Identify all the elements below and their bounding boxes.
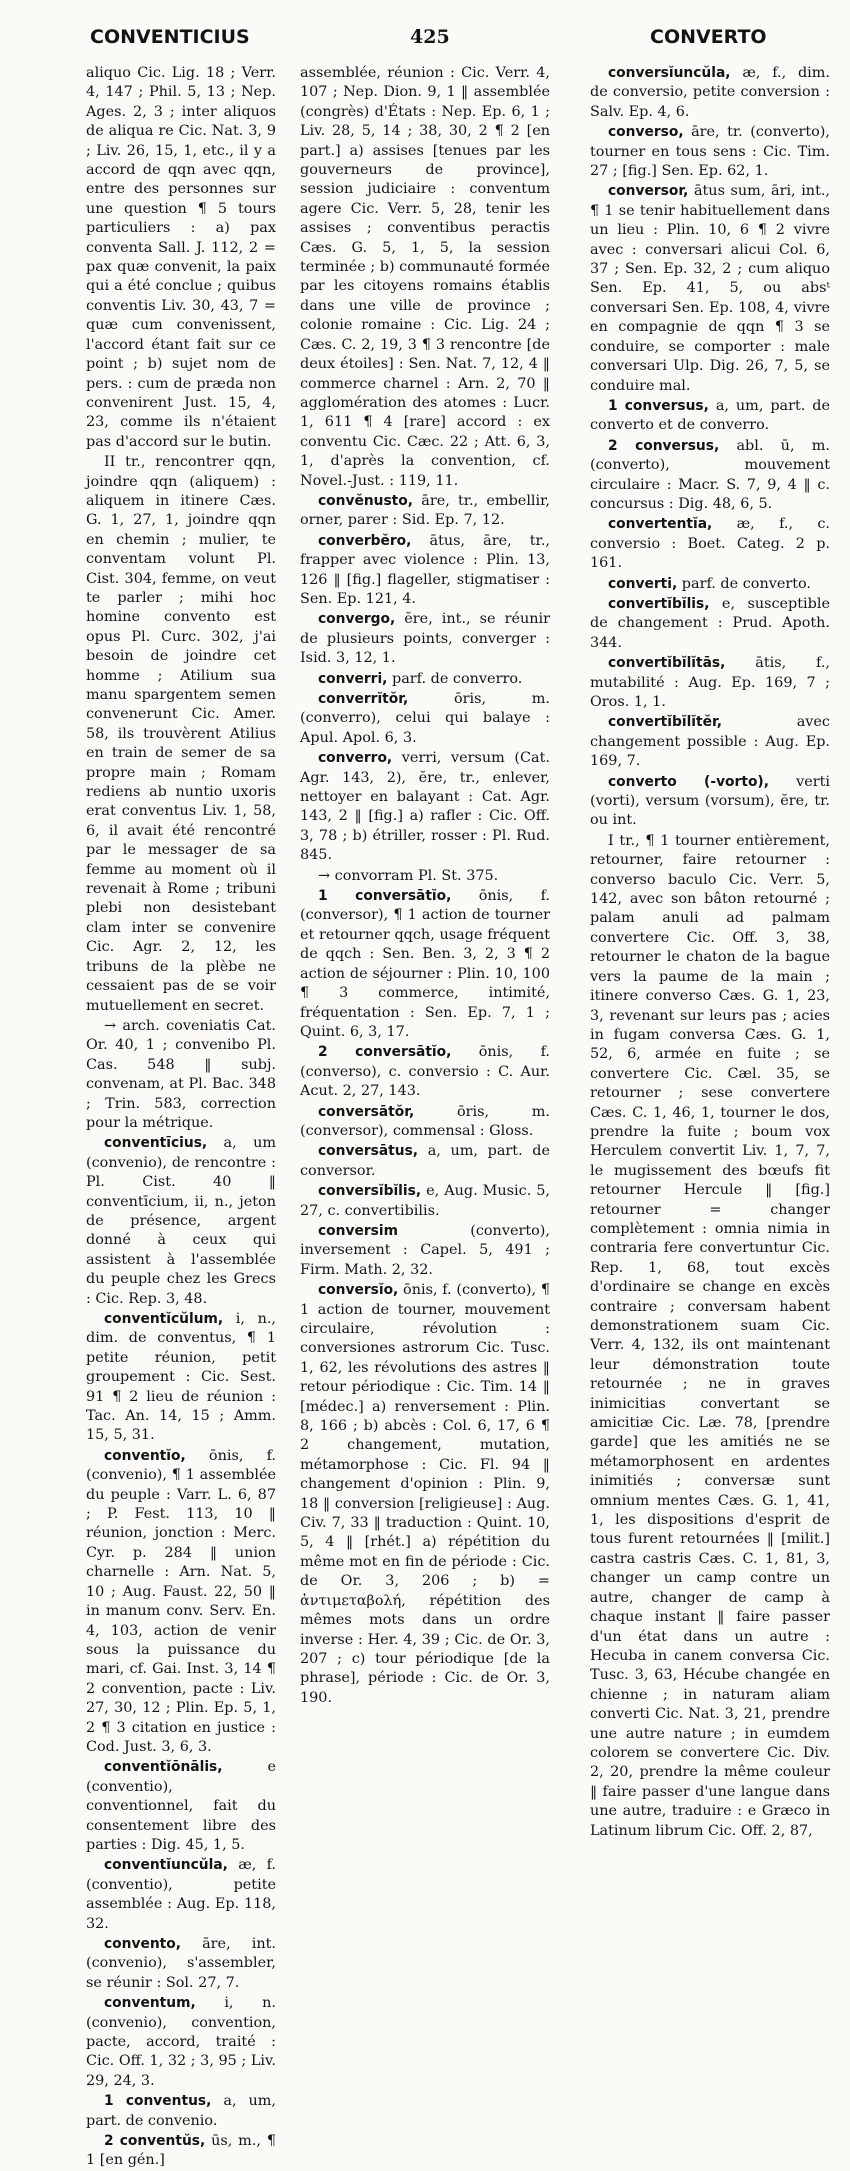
- dictionary-entry: [300, 749, 550, 865]
- dictionary-entry: [300, 1103, 550, 1142]
- entry-text: āre, tr. (converto), tourner en tous sens : Cic. Tim. 27 ; [fig.] Sen. Ep. 62, 1.: [590, 124, 830, 180]
- entry-headword: 1 conversātĭo,: [318, 888, 452, 905]
- dictionary-entry: [590, 397, 830, 436]
- entry-text: i, n. (convenio), convention, pacte, accord, traité : Cic. Off. 1, 32 ; 3, 95 ; Liv. 29, 24, 3.: [86, 1995, 276, 2089]
- entry-text: āre, int. (convenio), s'assembler, se réunir : Sol. 27, 7.: [86, 1936, 276, 1991]
- entry-headword: convertĭbĭlĭtās,: [608, 655, 726, 672]
- entry-text: a, um (convenio), de rencontre : Pl. Cist. 40 ‖ conventīcium, ii, n., jeton de présence, argent donné à ceux qui assistent à l'assemblée du peuple chez les Grecs : Cic. Rep. 3, 48.: [86, 1135, 276, 1307]
- entry-headword: convĕnusto,: [318, 492, 414, 509]
- entry-headword: converri,: [318, 670, 388, 687]
- entry-headword: conventum,: [104, 1995, 196, 2012]
- entry-text: ūs, m., ¶ 1 [en gén.]: [86, 2133, 276, 2169]
- entry-text: assemblée, réunion : Cic. Verr. 4, 107 ; Nep. Dion. 9, 1 ‖ assemblée (congrès) d'États : Nep. Ep. 6, 1 ; Liv. 28, 5, 14 ; 38, 30, 2 ¶ 2 [en part.] a) assises [tenues par les gouverneurs de province], session judiciaire : conventum agere Cic. Verr. 5, 28, tenir les assises ; conventibus peractis Cæs. G. 5, 1, 5, la session terminée ; b) communauté formée par les citoyens romains établis dans une ville de province ; colonie romaine : Cic. Lig. 24 ; Cæs. C. 2, 19, 3 ¶ 3 rencontre [de deux étoiles] : Sen. Nat. 7, 12, 4 ‖ commerce charnel : Arn. 2, 70 ‖ agglomération des atomes : Lucr. 1, 611 ¶ 4 [rare] accord : ex conventu Cic. Cæc. 22 ; Att. 6, 3, 1, d'après la convention, cf. Novel.-Just. : 119, 11.: [300, 65, 550, 489]
- entry-headword: conventĭuncŭla,: [104, 1857, 228, 1874]
- entry-text: ātus sum, āri, int., ¶ 1 se tenir habituellement dans un lieu : Plin. 10, 6 ¶ 2 vivre avec : conversari alicui Col. 6, 37 ; Sen. Ep. 32, 2 ; cum aliquo Sen. Ep. 41, 5, ou absᵗ conversari Sen. Ep. 108, 4, vivre en compagnie de qqn ¶ 3 se conduire, se comporter : male conversari Ulp. Dig. 26, 7, 5, se conduire mal.: [590, 183, 830, 394]
- entry-headword: conversātus,: [318, 1143, 419, 1160]
- entry-text: → arch. coveniatis Cat. Or. 40, 1 ; convenibo Pl. Cas. 548 ‖ subj. convenam, at Pl. Bac. 348 ; Trin. 583, correction pour la métrique.: [86, 1017, 276, 1131]
- entry-headword: convergo,: [318, 611, 396, 628]
- entry-headword: conventĭōnālis,: [104, 1759, 223, 1776]
- running-header: [0, 26, 850, 56]
- entry-text: avec changement possible : Aug. Ep. 169, 7.: [590, 714, 830, 770]
- entry-headword: conversĭo,: [318, 1282, 399, 1299]
- entry-headword: convento,: [104, 1936, 181, 1952]
- entry-headword: converto (-vorto),: [608, 773, 769, 790]
- entry-text: ĕre, int., se réunir de plusieurs points, converger : Isid. 3, 12, 1.: [300, 611, 551, 667]
- entry-headword: converbĕro,: [318, 532, 412, 549]
- dictionary-entry: [300, 64, 550, 491]
- entry-text: I tr., ¶ 1 tourner entièrement, retourner, faire retourner : converso baculo Cic. Verr. 5, 142, avec son bâton retourné ; palam anuli ad palmam convertere Cic. Off. 3, 38, retourner le chaton de la bague vers la paume de la main ; itinere converso Cæs. G. 1, 23, 3, revenant sur leurs pas ; acies in fugam conversa Cæs. G. 1, 52, 6, armée en fuite ; se convertere Cic. Cæl. 35, se retourner ; sese convertere Cæs. C. 1, 46, 1, tourner le dos, prendre la fuite ; boum vox Herculem convertit Liv. 1, 7, 7, le mugissement des bœufs fit retourner Hercule ‖ [fig.] retourner = changer complètement : omnia nimia in contraria fere convertuntur Cic. Rep. 1, 68, tout excès d'ordinaire se change en excès contraire ; conversam habent demonstrationem suam Cic. Verr. 4, 132, ils ont maintenant leur démonstration toute retournée ; ne in graves inimicitias convertant se amicitiæ Cic. Læ. 78, [prendre garde] que les amitiés ne se métamorphosent en ardentes inimitiés ; conversæ sunt omnium mentes Cæs. G. 1, 41, 1, les dispositions d'esprit de tous furent retournées ‖ [milit.] castra castris Cæs. C. 1, 81, 3, changer un camp contre un autre, changer de camp à chaque instant ‖ faire passer d'un état dans un autre : Hecuba in canem conversa Cic. Tusc. 3, 63, Hécube changée en chienne ; in naturam aliam converti Cic. Nat. 3, 21, prendre une autre nature ; in eumdem colorem se convertere Cic. Div. 2, 20, prendre la même couleur ‖ faire passer d'une langue dans une autre, traduire : e Græco in Latinum librum Cic. Off. 2, 87,: [590, 832, 830, 1839]
- entry-text: e (conventio), conventionnel, fait du consentement libre des parties : Dig. 45, 1, 5.: [86, 1759, 276, 1853]
- entry-text: āre, tr., embellir, orner, parer : Sid. Ep. 7, 12.: [300, 492, 551, 529]
- header-last-word: CONVERTO: [650, 26, 767, 48]
- dictionary-entry: [86, 1856, 276, 1934]
- dictionary-entry: [300, 1182, 550, 1221]
- entry-text: abl. ū, m. (converto), mouvement circulaire : Macr. S. 7, 9, 4 ‖ c. concursus : Dig. 48, 6, 5.: [590, 437, 831, 512]
- entry-text: ōnis, f. (conversor), ¶ 1 action de tourner et retourner qqch, usage fréquent de qqch : Sen. Ben. 3, 2, 3 ¶ 2 action de séjourner : Plin. 10, 100 ¶ 3 commerce, intimité, fréquentation : Sen. Ep. 7, 1 ; Quint. 6, 3, 17.: [300, 888, 550, 1040]
- entry-text: i, n., dim. de conventus, ¶ 1 petite réunion, petit groupement : Cic. Sest. 91 ¶ 2 lieu de réunion : Tac. An. 14, 15 ; Amm. 15, 5, 31.: [86, 1311, 276, 1444]
- column-left: [86, 64, 277, 2169]
- dictionary-entry: [300, 867, 550, 886]
- dictionary-entry: [590, 832, 830, 1841]
- dictionary-entry: [590, 64, 830, 122]
- dictionary-entry: [86, 1935, 276, 1993]
- entry-text: verti (vorti), versum (vorsum), ĕre, tr. ou int.: [590, 773, 830, 829]
- dictionary-entry: [300, 1281, 550, 1708]
- entry-text: (converto), inversement : Capel. 5, 491 ; Firm. Math. 2, 32.: [300, 1222, 550, 1278]
- entry-headword: 2 conversus,: [608, 437, 720, 454]
- dictionary-entry: [86, 1017, 276, 1133]
- dictionary-entry: [300, 532, 550, 610]
- entry-text: parf. de converro.: [392, 670, 523, 687]
- dictionary-entry: [86, 64, 276, 452]
- entry-text: ātis, f., mutabilité : Aug. Ep. 169, 7 ; Oros. 1, 1.: [590, 655, 830, 710]
- entry-text: æ, f. (conventio), petite assemblée : Aug. Ep. 118, 32.: [86, 1857, 277, 1932]
- dictionary-entry: [86, 1310, 276, 1446]
- dictionary-entry: [86, 1994, 276, 2091]
- dictionary-entry: [300, 1142, 550, 1181]
- entry-headword: conversĭuncŭla,: [608, 65, 731, 81]
- dictionary-entry: [86, 1447, 276, 1758]
- entry-headword: conventĭo,: [104, 1447, 186, 1464]
- entry-headword: 1 conventus,: [104, 2093, 212, 2110]
- dictionary-entry: [590, 595, 830, 653]
- entry-headword: 1 conversus,: [608, 397, 709, 414]
- dictionary-entry: [300, 1043, 550, 1101]
- entry-headword: converso,: [608, 124, 684, 141]
- dictionary-entry: [590, 437, 830, 515]
- dictionary-entry: [86, 453, 276, 1016]
- entry-text: a, um, part. de conversor.: [300, 1143, 551, 1179]
- entry-headword: converro,: [318, 750, 393, 767]
- dictionary-entry: [300, 887, 550, 1042]
- entry-text: ōris, m. (conversor), commensal : Gloss.: [300, 1103, 551, 1139]
- entry-text: æ, f., dim. de conversio, petite conversion : Salv. Ep. 4, 6.: [590, 65, 830, 120]
- column-right: [590, 64, 831, 1839]
- entry-text: verri, versum (Cat. Agr. 143, 2), ĕre, tr., enlever, nettoyer en balayant : Cat. Agr. 143, 2 ‖ [fig.] a) rafler : Cic. Off. 3, 78 ; b) étriller, rosser : Pl. Rud. 845.: [300, 750, 550, 864]
- entry-text: parf. de converto.: [681, 575, 812, 592]
- dictionary-entry: [300, 492, 550, 531]
- entry-headword: conversātŏr,: [318, 1103, 415, 1120]
- column-middle: [300, 64, 551, 1706]
- entry-text: ātus, āre, tr., frapper avec violence : Plin. 13, 126 ‖ [fig.] flageller, stigmatiser : Sen. Ep. 121, 4.: [300, 532, 550, 607]
- entry-text: ōnis, f. (converso), c. conversio : C. Aur. Acut. 2, 27, 143.: [300, 1044, 550, 1100]
- entry-text: ōnis, f. (convenio), ¶ 1 assemblée du peuple : Varr. L. 6, 87 ; P. Fest. 113, 10 ‖ réunion, jonction : Merc. Cyr. p. 284 ‖ union charnelle : Arn. Nat. 5, 10 ; Aug. Faust. 22, 50 ‖ in manum conv. Serv. En. 4, 103, action de venir sous la puissance du mari, cf. Gai. Inst. 3, 14 ¶ 2 convention, pacte : Liv. 27, 30, 12 ; Plin. Ep. 5, 1, 2 ¶ 3 citation en justice : Cod. Just. 3, 6, 3.: [86, 1447, 276, 1755]
- entry-text: æ, f., c. conversio : Boet. Categ. 2 p. 161.: [590, 516, 830, 572]
- entry-text: a, um, part. de converto et de converro.: [590, 397, 831, 434]
- entry-headword: conventīcius,: [104, 1135, 208, 1152]
- dictionary-entry: [590, 575, 830, 594]
- entry-headword: conventĭcŭlum,: [104, 1311, 224, 1327]
- dictionary-entry: [590, 182, 830, 395]
- entry-headword: 2 conversātĭo,: [318, 1044, 452, 1061]
- dictionary-entry: [86, 2132, 276, 2171]
- entry-text: ōnis, f. (converto), ¶ 1 action de tourner, mouvement circulaire, révolution : conversiones astrorum Cic. Tusc. 1, 62, les révolutions des astres ‖ retour périodique : Cic. Tim. 14 ‖ [médec.] a) renversement : Plin. 8, 166 ; b) abcès : Col. 6, 17, 6 ¶ 2 changement, mutation, métamorphose : Cic. Fl. 94 ‖ changement d'opinion : Plin. 9, 18 ‖ conversion [religieuse] : Aug. Civ. 7, 33 ‖ traduction : Quint. 10, 5, 4 ‖ [rhét.] a) répétition du même mot en fin de période : Cic. de Or. 3, 206 ; b) = ἀντιμεταβολή, répétition des mêmes mots dans un ordre inverse : Her. 4, 39 ; Cic. de Or. 3, 207 ; c) tour périodique [de la phrase], période : Cic. de Or. 3, 190.: [300, 1282, 551, 1706]
- dictionary-entry: [86, 1134, 276, 1309]
- entry-text: ōris, m. (converro), celui qui balaye : Apul. Apol. 6, 3.: [300, 691, 550, 746]
- entry-headword: convertĭbĭlis,: [608, 595, 710, 612]
- entry-headword: 2 conventŭs,: [104, 2133, 206, 2150]
- entry-headword: convertĭbĭlĭtĕr,: [608, 714, 722, 731]
- dictionary-entry: [300, 670, 550, 689]
- dictionary-entry: [590, 713, 830, 771]
- entry-text: e, susceptible de changement : Prud. Apoth. 344.: [590, 595, 830, 651]
- dictionary-entry: [300, 610, 550, 668]
- dictionary-entry: [300, 1222, 550, 1280]
- dictionary-entry: [300, 690, 550, 748]
- entry-headword: conversĭbĭlis,: [318, 1183, 422, 1200]
- entry-text: → convorram Pl. St. 375.: [318, 867, 499, 884]
- header-first-word: CONVENTICIUS: [90, 26, 250, 48]
- dictionary-entry: [590, 773, 830, 831]
- dictionary-entry: [590, 654, 830, 712]
- entry-headword: converrĭtŏr,: [318, 691, 409, 707]
- entry-text: II tr., rencontrer qqn, joindre qqn (aliquem) : aliquem in itinere Cæs. G. 1, 27, 1, joindre qqn en chemin ; mulier, te conventam volunt Pl. Cist. 304, femme, on veut te parler ; mihi hoc homine convento est opus Pl. Curc. 302, j'ai besoin de joindre cet homme ; Atilium sua manu spargentem semen convenerunt Cic. Amer. 58, ils trouvèrent Atilius en train de semer de sa propre main ; Romam rediens ab nuntio uxoris erat conventus Liv. 1, 58, 6, il avait été rencontré par le messager de sa femme au moment où il revenait à Rome ; tribuni plebi non desistebant clam inter se convenire Cic. Agr. 2, 12, les tribuns de la plèbe ne cessaient pas de se voir mutuellement en secret.: [86, 454, 276, 1014]
- entry-headword: conversim: [318, 1222, 398, 1239]
- entry-headword: conversor,: [608, 183, 689, 200]
- dictionary-entry: [86, 1758, 276, 1855]
- entry-headword: converti,: [608, 575, 678, 592]
- page-number: 425: [410, 26, 450, 48]
- dictionary-entry: [590, 515, 830, 573]
- dictionary-entry: [86, 2092, 276, 2131]
- entry-headword: convertentĭa,: [608, 516, 713, 533]
- entry-text: a, um, part. de convenio.: [86, 2093, 276, 2129]
- entry-text: aliquo Cic. Lig. 18 ; Verr. 4, 147 ; Phil. 5, 13 ; Nep. Ages. 2, 3 ; inter aliquos de aliqua re Cic. Nat. 3, 9 ; Liv. 26, 15, 1, etc., il y a accord de qqn avec qqn, entre des personnes sur une question ¶ 5 tours particuliers : a) pax conventa Sall. J. 112, 2 = pax quæ convenit, la paix qui a été conclue ; quibus conventis Liv. 30, 43, 7 = quæ cum convenissent, l'accord étant fait sur ce point ; b) sujet nom de pers. : cum de præda non convenirent Just. 15, 4, 23, comme ils n'étaient pas d'accord sur le butin.: [86, 65, 276, 450]
- dictionary-entry: [590, 123, 830, 181]
- entry-text: e, Aug. Music. 5, 27, c. convertibilis.: [300, 1183, 551, 1219]
